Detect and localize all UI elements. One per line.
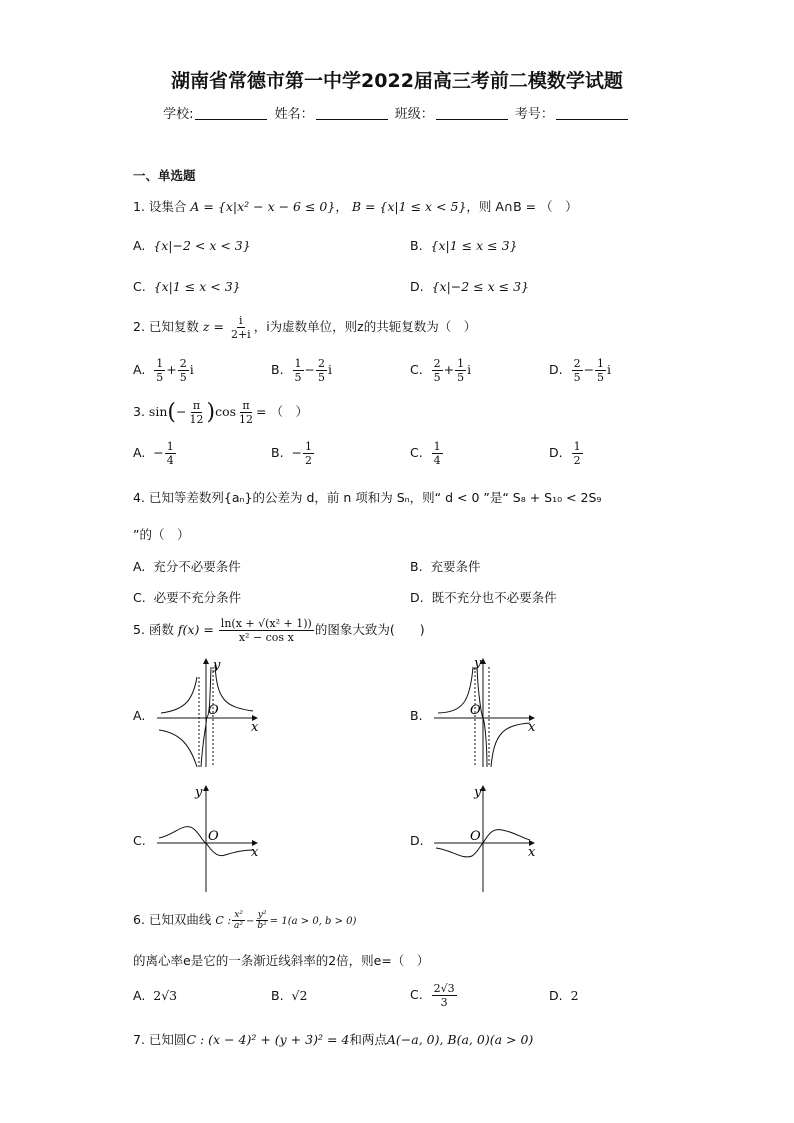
origin-label: O (470, 829, 481, 844)
question-stem: 已知复数 (148, 319, 199, 334)
curve (215, 665, 253, 711)
option-b[interactable]: B. − $\frac{1}{2}$ (271, 440, 312, 467)
question-6-line-2: 的离心率e是它的一条渐近线斜率的2倍，则e=（ ） (133, 953, 430, 968)
option-d[interactable] (410, 279, 529, 294)
y-label: y (213, 658, 221, 673)
question-6: 6. 已知双曲线 C : $\frac{\text{x²}}{\text{a²}}$ − $\frac{\text{y²}}{\text{b²}}$ = 1(a > 0, b > 0) (133, 910, 357, 931)
number-label: 考号： (514, 107, 554, 122)
option-text: 2√3 (153, 988, 178, 1003)
section-heading: 一、单选题 (133, 168, 196, 183)
number-blank[interactable] (556, 107, 628, 120)
fraction: $\frac{\text{x²}}{\text{a²}}$ (234, 910, 244, 931)
option-label: B. (410, 238, 423, 253)
option-d[interactable] (410, 588, 557, 606)
fraction: $\frac{1}{2}$ (573, 440, 581, 467)
fraction: $\frac{2}{5}$ (318, 357, 325, 384)
school-label: 学校: (163, 107, 194, 122)
option-text: 既不充分也不必要条件 (431, 590, 557, 605)
question-stem: 设集合 (148, 199, 187, 214)
option-label: C. (410, 362, 423, 377)
fraction: $\frac{\pi}{12}$ (189, 399, 204, 426)
option-c[interactable] (133, 588, 241, 606)
graph-a[interactable] (155, 655, 270, 770)
option-a[interactable]: A. $\frac{1}{5}$ + $\frac{2}{5}$ i (133, 357, 194, 384)
sin-label: sin (148, 404, 168, 419)
question-number: 2. (133, 319, 145, 334)
question-stem: 已知双曲线 (148, 912, 212, 927)
fraction: $\frac{2}{5}$ (573, 357, 581, 384)
option-label: B. (410, 559, 423, 574)
x-label: x (528, 845, 536, 860)
question-stem: 函数 (148, 622, 174, 637)
option-label: D. (549, 445, 563, 460)
option-label: D. (410, 590, 424, 605)
question-mid: 和两点 (349, 1032, 387, 1047)
option-d[interactable] (549, 440, 584, 467)
x-label: x (251, 845, 259, 860)
question-number: 6. (133, 912, 145, 927)
question-5 (133, 617, 425, 644)
option-b-label[interactable]: B. (410, 708, 423, 723)
option-c[interactable]: C. $\frac{2}{5}$ + $\frac{1}{5}$ i (410, 357, 472, 384)
option-text: {x|−2 < x < 3} (153, 238, 251, 253)
graph-c[interactable] (155, 780, 270, 895)
name-blank[interactable] (316, 107, 388, 120)
option-text: 必要不充分条件 (153, 590, 242, 605)
curve (161, 677, 197, 713)
question-tail: 的图象大致为( ) (314, 622, 425, 637)
fraction: $\frac{\text{y²}}{\text{b²}}$ (257, 910, 267, 931)
origin-label: O (208, 829, 219, 844)
question-2 (133, 314, 476, 341)
option-a[interactable]: A. − $\frac{1}{4}$ (133, 440, 174, 467)
cos-label: cos (215, 404, 237, 419)
circle-equation: C : (x − 4)² + (y + 3)² = 4 (186, 1032, 350, 1047)
option-label: C. (133, 590, 146, 605)
option-text: √2 (291, 988, 308, 1003)
option-label: C. (410, 445, 423, 460)
set-b: B = {x|1 ≤ x < 5} (351, 199, 467, 214)
y-label: y (474, 656, 482, 671)
option-d-label[interactable]: D. (410, 833, 424, 848)
option-a[interactable] (133, 557, 241, 575)
option-text: 充要条件 (430, 559, 481, 574)
curve (159, 730, 197, 767)
fraction: $\frac{i}{2+i}$ (230, 314, 251, 341)
option-label: B. (271, 362, 284, 377)
option-text: 充分不必要条件 (153, 559, 241, 574)
fraction: $\frac{1}{5}$ (156, 357, 164, 384)
option-label: B. (271, 988, 284, 1003)
origin-label: O (470, 703, 481, 718)
x-label: x (251, 720, 259, 735)
question-3: 3. sin(− $\frac{\pi}{12}$ )cos $\frac{\pi}{12}$ = （ ） (133, 399, 308, 426)
option-text: {x|1 ≤ x < 3} (153, 279, 241, 294)
name-label: 姓名： (274, 107, 314, 122)
fraction: $\frac{1}{2}$ (305, 440, 312, 467)
option-b[interactable] (271, 988, 307, 1003)
separator: ， (335, 199, 348, 214)
question-number: 4. (133, 490, 145, 505)
student-info-line (0, 103, 794, 122)
option-a[interactable] (133, 988, 177, 1003)
option-label: D. (549, 362, 563, 377)
option-b[interactable] (410, 238, 517, 253)
fraction: $\frac{2}{5}$ (179, 357, 187, 384)
school-blank[interactable] (195, 107, 267, 120)
question-tail: = （ ） (256, 404, 308, 419)
fraction: $\frac{\text{ln(x + √(x² + 1))}}{\text{x² − cos x}}$ (220, 617, 312, 644)
option-label: D. (549, 988, 563, 1003)
option-a-label[interactable]: A. (133, 708, 146, 723)
question-1 (133, 197, 578, 215)
fraction: $\frac{1}{5}$ (457, 357, 465, 384)
question-4-line-1 (133, 488, 601, 506)
option-label: A. (133, 362, 146, 377)
y-label: y (474, 785, 482, 800)
option-c-label[interactable]: C. (133, 833, 146, 848)
question-number: 3. (133, 404, 145, 419)
question-7 (133, 1030, 533, 1048)
class-label: 班级： (394, 107, 434, 122)
page-title: 湖南省常德市第一中学2022届高三考前二模数学试题 (171, 70, 623, 92)
set-a: A = {x|x² − x − 6 ≤ 0} (190, 199, 336, 214)
y-label: y (195, 785, 203, 800)
option-label: C. (133, 279, 146, 294)
fraction: $\frac{1}{5}$ (597, 357, 605, 384)
graph-d[interactable] (432, 780, 547, 895)
question-4-line-2: ”的（ ） (133, 527, 190, 542)
fraction: $\frac{2√3}{3}$ (433, 982, 455, 1009)
option-c[interactable] (133, 279, 241, 294)
x-label: x (528, 720, 536, 735)
question-stem: 已知等差数列{aₙ}的公差为 d，前 n 项和为 Sₙ，则“ d < 0 ”是“ S₈ + S₁₀ < 2S₉ (148, 490, 602, 505)
option-text: {x|−2 ≤ x ≤ 3} (431, 279, 529, 294)
curve (491, 723, 530, 767)
fraction: $\frac{2}{5}$ (433, 357, 441, 384)
question-number: 7. (133, 1032, 145, 1047)
option-label: A. (133, 988, 146, 1003)
option-d[interactable] (549, 988, 579, 1003)
z-label: z = (202, 319, 224, 334)
function-label: f(x) = (177, 622, 214, 637)
option-label: B. (271, 445, 284, 460)
option-b[interactable]: B. $\frac{1}{5}$ − $\frac{2}{5}$ i (271, 357, 332, 384)
graph-b[interactable] (432, 655, 547, 770)
option-label: A. (133, 559, 146, 574)
option-b[interactable] (410, 557, 481, 575)
option-label: A. (133, 445, 146, 460)
points: A(−a, 0), B(a, 0)(a > 0) (386, 1032, 534, 1047)
option-c[interactable] (410, 982, 458, 1009)
question-tail: ，则 A∩B = （ ） (466, 199, 578, 214)
question-number: 5. (133, 622, 145, 637)
option-label: C. (410, 987, 423, 1002)
option-text: {x|1 ≤ x ≤ 3} (430, 238, 518, 253)
curve (438, 667, 473, 713)
question-tail: ，i为虚数单位，则z的共轭复数为（ ） (253, 319, 477, 334)
fraction: $\frac{\pi}{12}$ (239, 399, 254, 426)
option-a[interactable] (133, 238, 251, 253)
option-d[interactable]: D. $\frac{2}{5}$ − $\frac{1}{5}$ i (549, 357, 612, 384)
option-label: D. (410, 279, 424, 294)
fraction: $\frac{1}{4}$ (166, 440, 174, 467)
origin-label: O (208, 703, 219, 718)
question-number: 1. (133, 199, 145, 214)
fraction: $\frac{1}{4}$ (433, 440, 441, 467)
option-label: A. (133, 238, 146, 253)
option-text: 2 (570, 988, 579, 1003)
question-stem: 已知圆 (148, 1032, 187, 1047)
fraction: $\frac{1}{5}$ (294, 357, 302, 384)
class-blank[interactable] (436, 107, 508, 120)
option-c[interactable] (410, 440, 444, 467)
